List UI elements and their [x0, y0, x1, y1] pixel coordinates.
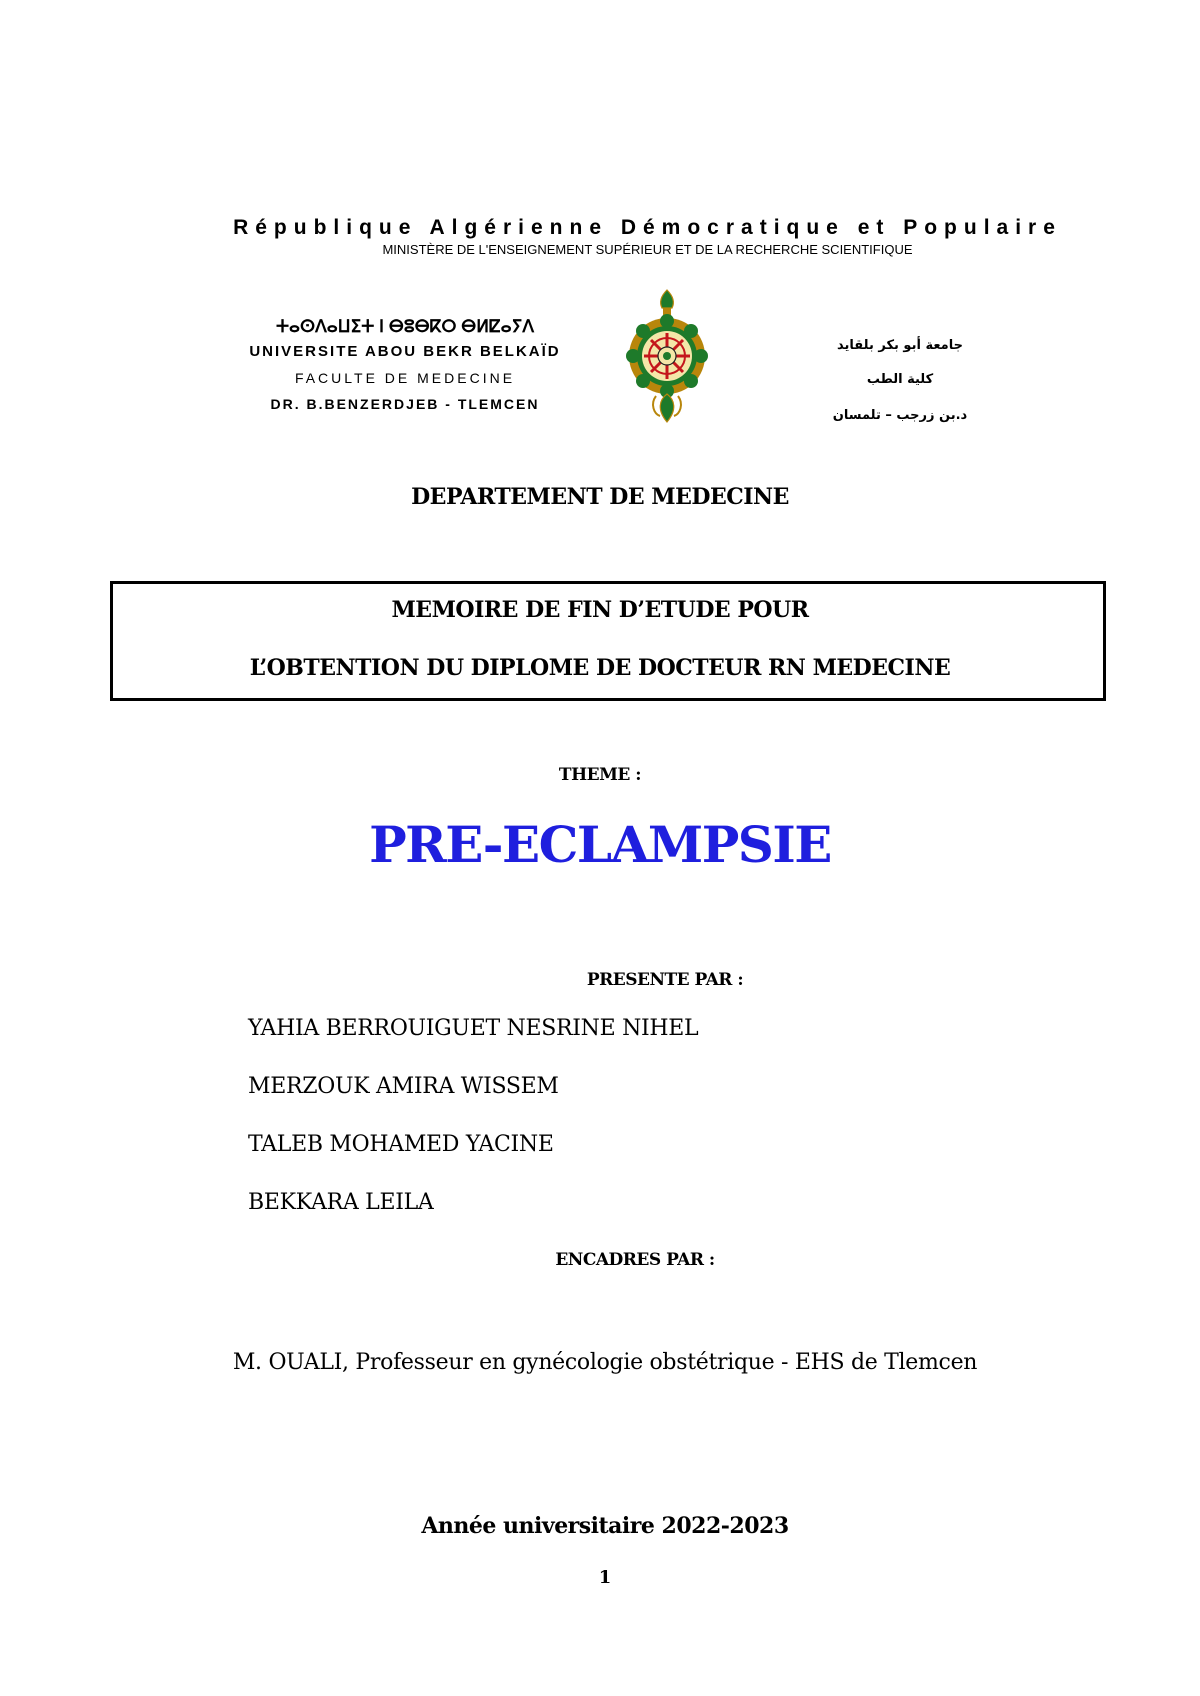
page-number: 1 [598, 1567, 612, 1588]
memoire-line-2: L’OBTENTION DU DIPLOME DE DOCTEUR RN MEDECINE [249, 655, 951, 681]
university-name: UNIVERSITE ABOU BEKR BELKAÏD [249, 343, 561, 360]
author-name: BEKKARA LEILA [248, 1190, 434, 1215]
author-name: MERZOUK AMIRA WISSEM [248, 1074, 559, 1099]
author-name: TALEB MOHAMED YACINE [248, 1132, 554, 1157]
memoire-line-1: MEMOIRE DE FIN D’ETUDE POUR [391, 597, 809, 623]
faculty-namesake-arabic: د.بن زرجب – تلمسان [832, 408, 968, 423]
university-seal-icon [626, 288, 708, 424]
republic-title: République Algérienne Démocratique et Populaire [233, 216, 1062, 239]
academic-year: Année universitaire 2022-2023 [421, 1513, 789, 1539]
faculty-name: FACULTE DE MEDECINE [294, 370, 516, 386]
supervised-by-label: ENCADRES PAR : [555, 1250, 715, 1270]
presented-by-label: PRESENTE PAR : [586, 970, 744, 990]
faculty-name-arabic: كلية الطب [866, 372, 934, 387]
theme-label: THEME : [558, 765, 642, 785]
department-title: DEPARTEMENT DE MEDECINE [411, 484, 789, 510]
supervisor-name: M. OUALI, Professeur en gynécologie obstétrique - EHS de Tlemcen [232, 1350, 978, 1375]
author-name: YAHIA BERROUIGUET NESRINE NIHEL [248, 1016, 699, 1041]
university-name-tifinagh: ⵜⴰⵙⴷⴰⵡⵉⵜ ⵏ ⴱⵓⴱⴽⵔ ⴱⵍⵇⴰⵢⴷ [276, 317, 534, 336]
university-name-arabic: جامعة أبو بكر بلقايد [837, 338, 963, 353]
theme-title: PRE-ECLAMPSIE [369, 815, 831, 874]
ministry-title: MINISTÈRE DE L'ENSEIGNEMENT SUPÉRIEUR ET DE LA RECHERCHE SCIENTIFIQUE [382, 242, 913, 257]
faculty-namesake: DR. B.BENZERDJEB - TLEMCEN [270, 396, 540, 412]
